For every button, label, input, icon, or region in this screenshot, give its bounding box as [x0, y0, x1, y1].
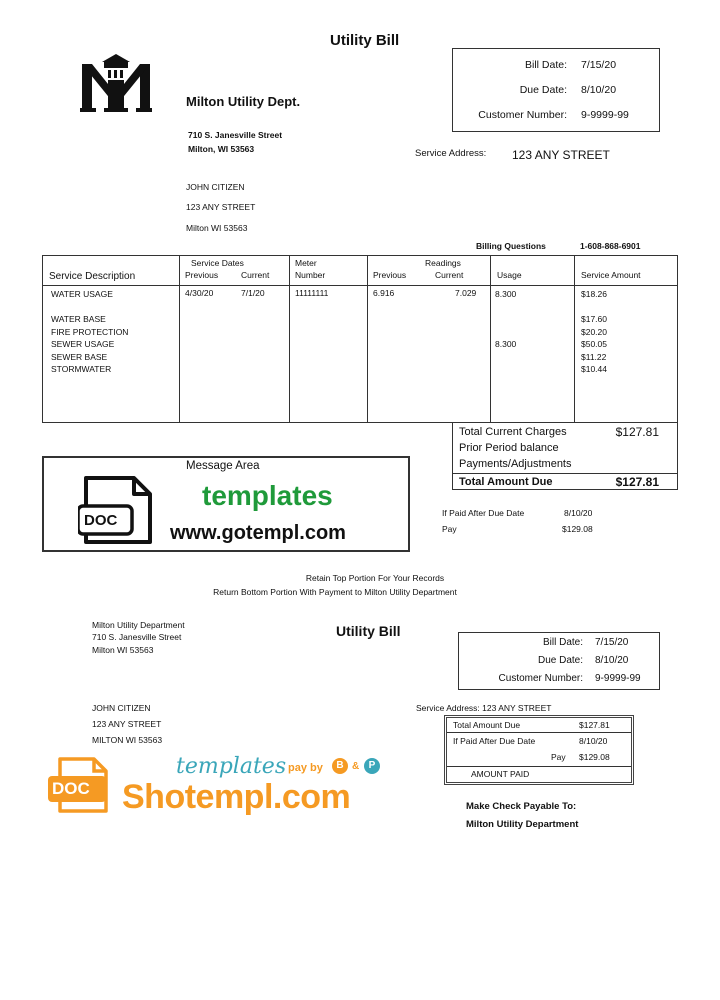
service-amount-cell: $10.44: [581, 364, 607, 374]
pay-label: Pay: [442, 524, 457, 534]
stub-customer-city: MILTON WI 53563: [92, 735, 163, 745]
service-amount-cell: $17.60: [581, 314, 607, 324]
stub-company-city: Milton WI 53563: [92, 645, 154, 655]
due-date-label: Due Date:: [519, 84, 567, 96]
col-readings-current: Current: [435, 270, 464, 280]
stub-if-paid-label: If Paid After Due Date: [453, 736, 536, 746]
col-service-amount: Service Amount: [581, 270, 641, 280]
col-readings-previous: Previous: [373, 270, 407, 280]
total-amount-due-label: Total Amount Due: [459, 476, 553, 488]
totals-box: [452, 422, 678, 490]
service-amount-cell: [581, 301, 607, 314]
service-amount-cell: $11.22: [581, 351, 607, 362]
billing-questions-label: Billing Questions: [476, 241, 546, 251]
col-service-dates: Service Dates: [191, 258, 244, 268]
brand-doc-text: DOC: [52, 779, 90, 798]
paypal-icon: P: [364, 758, 380, 774]
bitcoin-icon: B: [332, 758, 348, 774]
service-address-label: Service Address:: [415, 148, 487, 159]
col-service-description: Service Description: [49, 271, 136, 282]
service-description-cell: FIRE PROTECTION: [51, 326, 129, 337]
stub-customer-number-label: Customer Number:: [498, 673, 583, 684]
stub-due-date-label: Due Date:: [537, 655, 583, 666]
doc-file-icon: [78, 474, 158, 546]
retain-line-2: Return Bottom Portion With Payment to Milton Utility Department: [213, 587, 457, 597]
service-description-cell: STORMWATER: [51, 364, 112, 374]
brand-amp: &: [352, 761, 360, 772]
stub-amount-paid-label: AMOUNT PAID: [471, 769, 530, 779]
page-title: Utility Bill: [330, 32, 400, 49]
service-address-value: 123 ANY STREET: [512, 148, 610, 162]
total-current-charges-label: Total Current Charges: [459, 426, 567, 438]
prior-balance-label: Prior Period balance: [459, 442, 559, 454]
pay-amount: $129.08: [562, 524, 593, 534]
stub-service-address: Service Address: 123 ANY STREET: [416, 703, 552, 713]
message-area: [42, 456, 410, 552]
col-number: Number: [295, 270, 326, 280]
stub-customer-number-value: 9-9999-99: [595, 673, 641, 684]
usage-column: [495, 288, 516, 376]
service-amount-cell: $20.20: [581, 326, 607, 337]
milton-logo: [80, 54, 152, 116]
company-name: Milton Utility Dept.: [186, 94, 301, 109]
doc-icon-text: DOC: [84, 512, 118, 529]
usage-cell: 8.300: [495, 289, 517, 299]
stub-company: Milton Utility Department: [92, 620, 185, 630]
total-current-charges-value: $127.81: [615, 425, 659, 439]
company-city: Milton, WI 53563: [188, 144, 255, 154]
stub-bill-date-label: Bill Date:: [542, 637, 583, 648]
bill-date-value: 7/15/20: [581, 59, 617, 71]
amount-column: [581, 288, 607, 376]
stub-bill-info-box: [458, 632, 660, 690]
usage-cell: [495, 301, 516, 314]
service-description-cell: WATER USAGE: [51, 289, 113, 299]
stub-pay-amount: $129.08: [579, 752, 610, 762]
watermark-word: templates: [202, 480, 333, 511]
usage-cell: [495, 326, 516, 339]
reading-current-cell: 7.029: [455, 288, 477, 298]
stub-if-paid-date: 8/10/20: [579, 736, 608, 746]
brand-script: templates: [176, 754, 287, 779]
stub-pay-label: Pay: [551, 752, 566, 762]
service-description-cell: WATER BASE: [51, 314, 106, 324]
stub-customer-name: JOHN CITIZEN: [92, 703, 151, 713]
billing-phone: 1-608-868-6901: [580, 241, 641, 251]
if-paid-after-date: 8/10/20: [564, 508, 593, 518]
stub-amount-box: [444, 715, 634, 785]
service-table: [42, 255, 678, 423]
customer-number-value: 9-9999-99: [581, 109, 629, 121]
bill-info-box: [452, 48, 660, 132]
customer-street: 123 ANY STREET: [186, 202, 256, 212]
company-street: 710 S. Janesville Street: [188, 130, 283, 140]
service-amount-cell: $18.26: [581, 289, 607, 299]
stub-due-date-value: 8/10/20: [595, 655, 629, 666]
retain-line-1: Retain Top Portion For Your Records: [305, 573, 445, 583]
usage-cell: 8.300: [495, 339, 517, 349]
if-paid-after-label: If Paid After Due Date: [442, 508, 525, 518]
description-column: [51, 288, 128, 376]
watermark-url: www.gotempl.com: [170, 522, 346, 544]
service-description-cell: SEWER USAGE: [51, 339, 115, 349]
stub-total-due-value: $127.81: [579, 720, 610, 730]
date-current-cell: 7/1/20: [241, 288, 265, 298]
service-description-cell: [51, 301, 128, 314]
usage-cell: [495, 313, 516, 326]
payments-label: Payments/Adjustments: [459, 458, 572, 470]
brand-site: Shotempl.com: [122, 778, 351, 816]
usage-cell: [495, 363, 516, 376]
check-payable-name: Milton Utility Department: [466, 819, 579, 830]
check-payable-label: Make Check Payable To:: [466, 801, 577, 812]
message-area-label: Message Area: [186, 460, 260, 472]
col-dates-current: Current: [241, 270, 270, 280]
stub-total-due-label: Total Amount Due: [453, 720, 521, 730]
stub-title: Utility Bill: [336, 623, 401, 639]
brand-doc-icon: [46, 756, 116, 814]
customer-city: Milton WI 53563: [186, 223, 248, 233]
col-meter: Meter: [295, 258, 317, 268]
col-readings: Readings: [425, 258, 461, 268]
col-dates-previous: Previous: [185, 270, 219, 280]
stub-bill-date-value: 7/15/20: [595, 637, 629, 648]
col-usage: Usage: [497, 270, 522, 280]
reading-previous-cell: 6.916: [373, 288, 395, 298]
due-date-value: 8/10/20: [581, 84, 617, 96]
brand-pay-by: pay by: [288, 762, 323, 774]
logo-mark-icon: [80, 54, 152, 116]
service-description-cell: SEWER BASE: [51, 351, 108, 362]
total-amount-due-value: $127.81: [615, 475, 659, 489]
meter-number-cell: 11111111: [295, 288, 329, 298]
usage-cell: [495, 351, 516, 364]
date-previous-cell: 4/30/20: [185, 288, 214, 298]
customer-number-label: Customer Number:: [478, 109, 567, 121]
service-amount-cell: $50.05: [581, 339, 607, 349]
customer-name: JOHN CITIZEN: [186, 182, 245, 192]
stub-company-street: 710 S. Janesville Street: [92, 632, 182, 642]
bill-date-label: Bill Date:: [524, 59, 567, 71]
stub-customer-street: 123 ANY STREET: [92, 719, 162, 729]
